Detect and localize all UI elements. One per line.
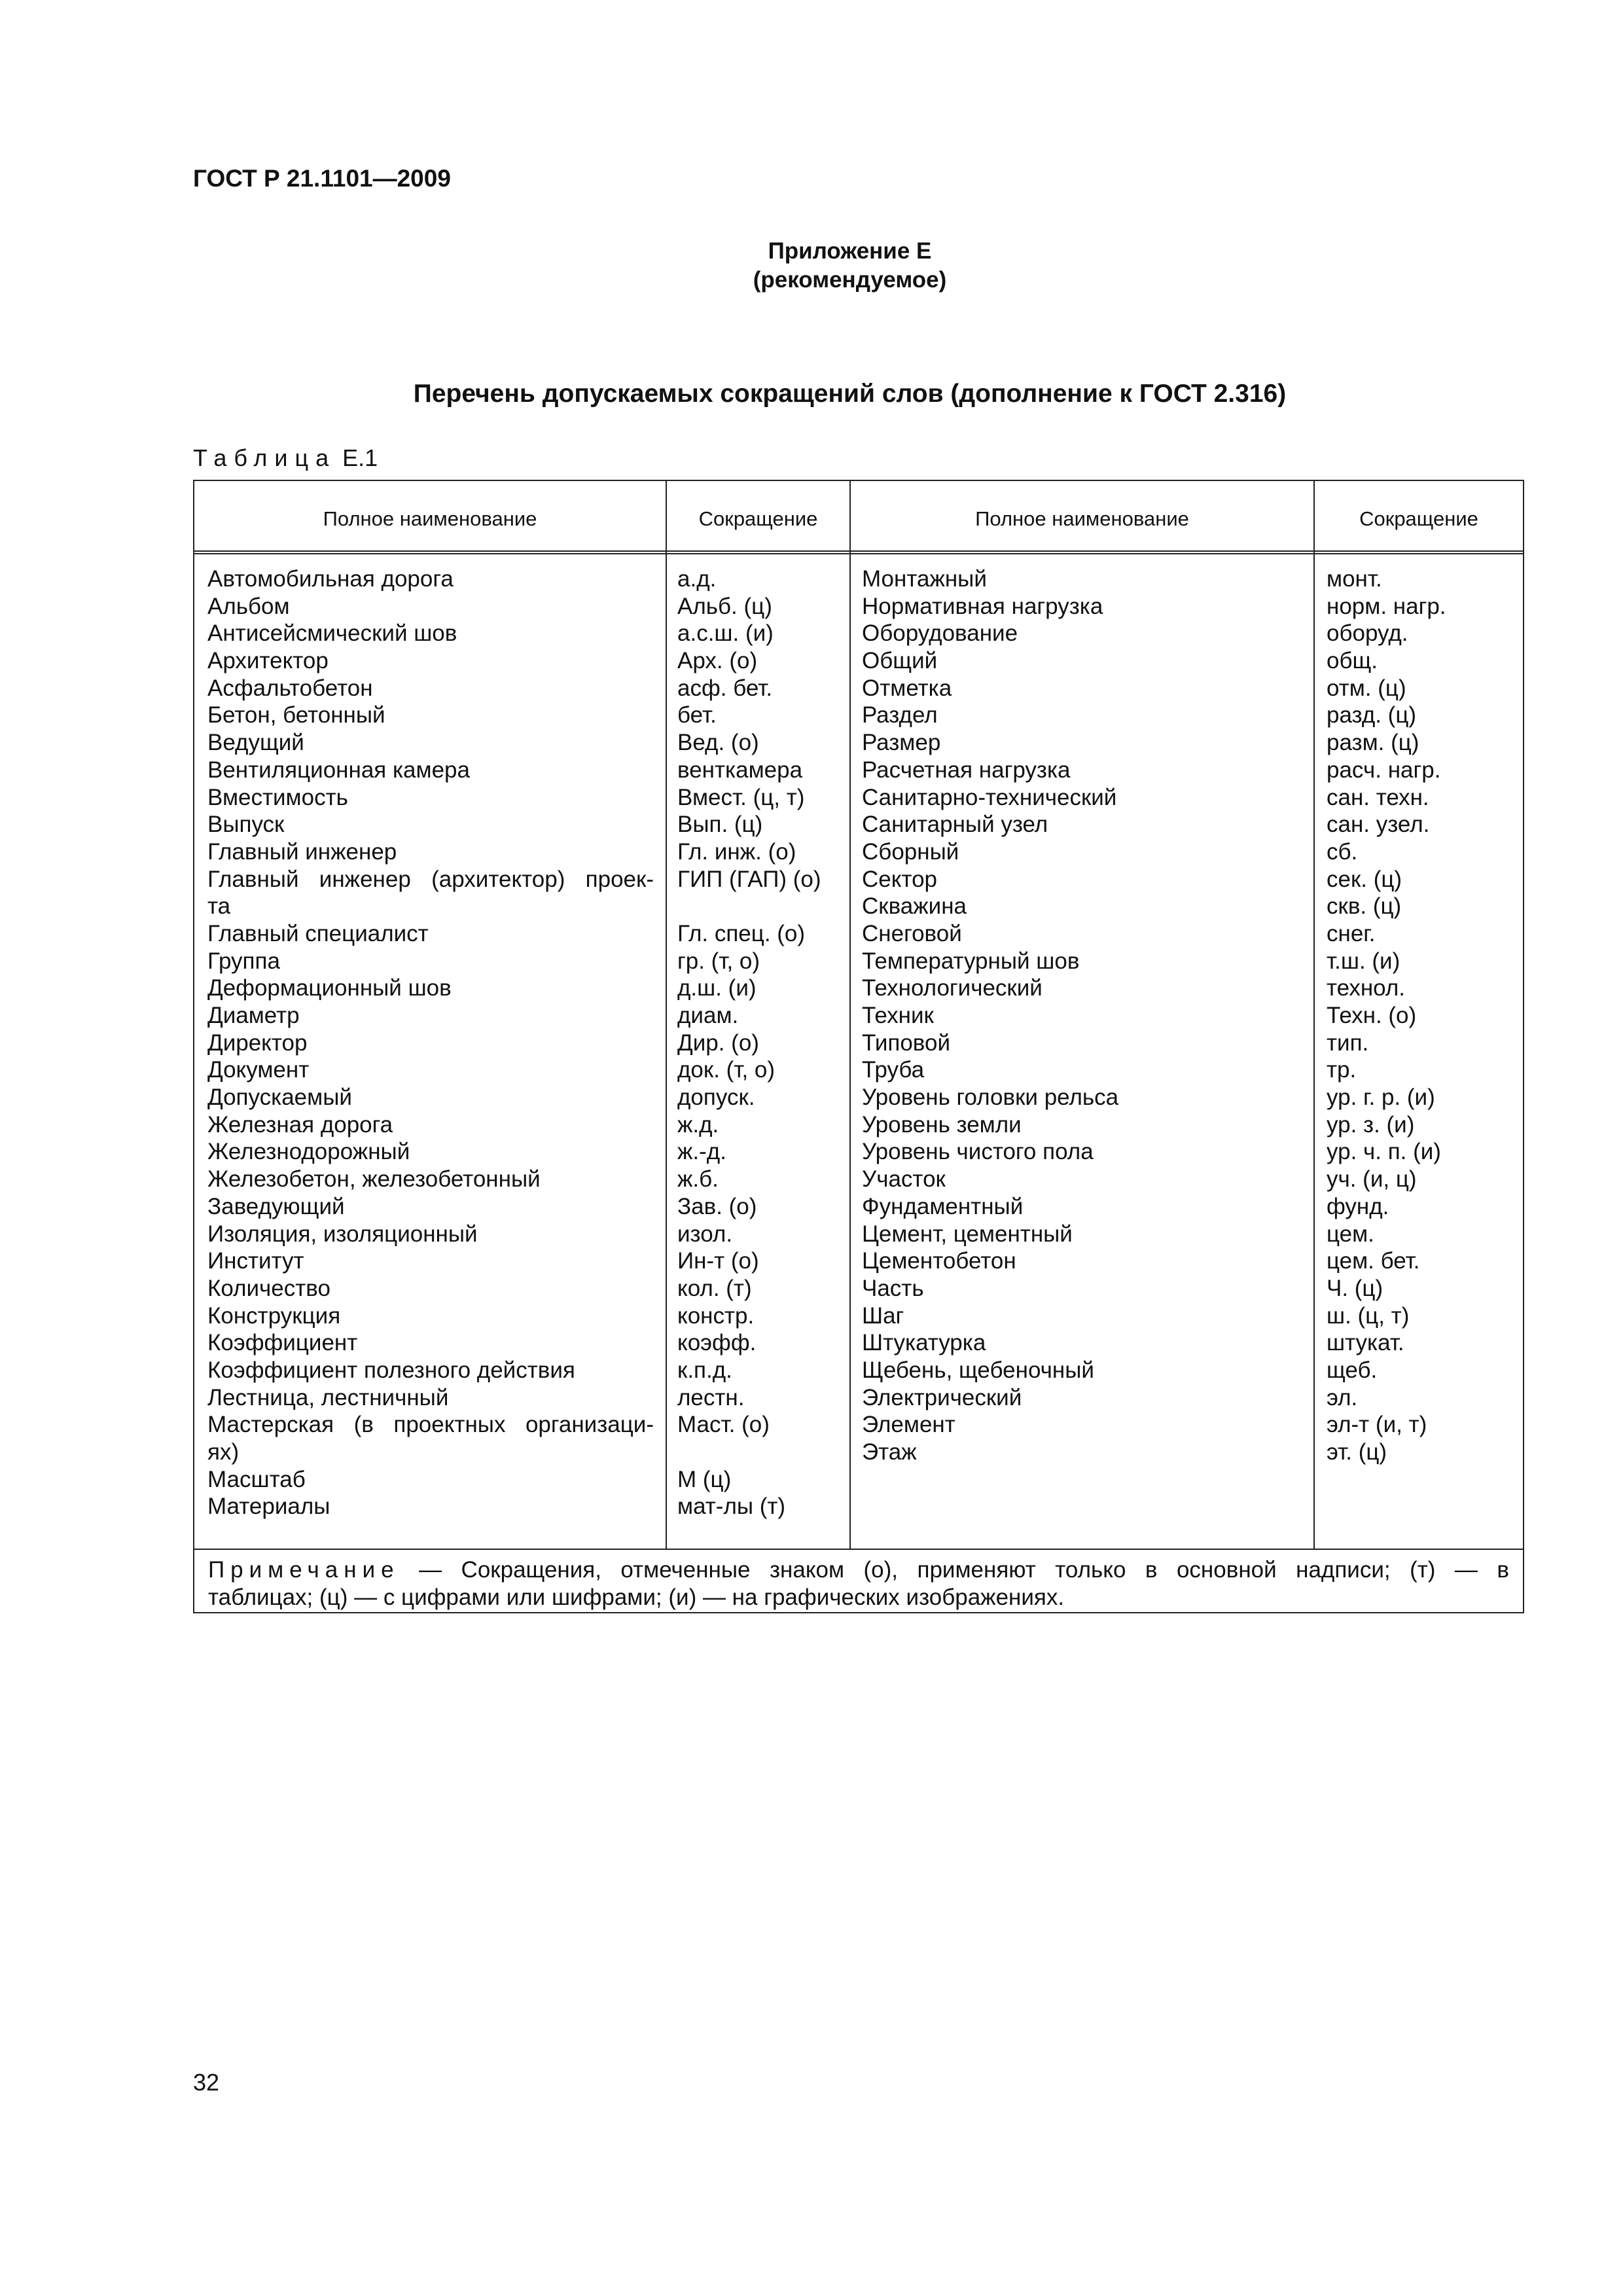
table-cell-full-name: Институт	[207, 1248, 304, 1274]
table-cell-abbreviation: ж.д.	[677, 1111, 719, 1138]
table-cell-full-name: та	[207, 893, 231, 920]
table-cell-full-name: Диаметр	[207, 1003, 300, 1028]
table-cell-abbreviation: М (ц)	[677, 1466, 732, 1492]
table-cell-full-name: Железобетон, железобетонный	[207, 1166, 541, 1193]
table-cell-full-name: Температурный шов	[862, 948, 1080, 974]
right-abbreviations-column	[1327, 565, 1520, 1466]
table-cell-abbreviation: оборуд.	[1327, 620, 1408, 647]
table-cell-abbreviation: Зав. (о)	[677, 1193, 757, 1219]
table-cell-abbreviation: ур. г. р. (и)	[1327, 1085, 1435, 1111]
header-abbr-right: Сокращение	[1359, 507, 1478, 530]
table-cell-abbreviation: эл-т (и, т)	[1327, 1412, 1427, 1438]
table-cell-abbreviation: эт. (ц)	[1327, 1439, 1387, 1465]
table-caption-word: Таблица	[193, 444, 336, 471]
table-cell-abbreviation: диам.	[677, 1003, 739, 1028]
table-cell-abbreviation: уч. (и, ц)	[1327, 1166, 1417, 1193]
table-cell-abbreviation: док. (т, о)	[677, 1057, 776, 1083]
table-cell-full-name: Автомобильная дорога	[207, 566, 454, 592]
table-cell-abbreviation: Ин-т (о)	[677, 1248, 759, 1274]
table-cell-full-name: Элемент	[862, 1412, 955, 1438]
table-cell-abbreviation: изол.	[677, 1221, 733, 1247]
table-cell-abbreviation: кол. (т)	[677, 1275, 752, 1301]
table-cell-full-name: Асфальтобетон	[207, 675, 373, 701]
table-cell-full-name: Часть	[862, 1275, 924, 1301]
table-cell-full-name: Нормативная нагрузка	[862, 593, 1103, 619]
table-cell-full-name: Заведующий	[207, 1193, 345, 1219]
note-label: Примечание	[208, 1557, 400, 1583]
table-cell-abbreviation: Гл. спец. (о)	[677, 920, 806, 946]
table-cell-full-name: Мастерская (в проектных организаци-	[207, 1412, 654, 1438]
table-cell-full-name: Этаж	[862, 1439, 917, 1465]
table-cell-abbreviation: Вмест. (ц, т)	[677, 784, 805, 810]
table-cell-abbreviation: венткамера	[677, 757, 803, 783]
table-cell-full-name: Конструкция	[207, 1302, 341, 1329]
table-cell-abbreviation: коэфф.	[677, 1330, 757, 1356]
table-cell-abbreviation: а.д.	[677, 566, 717, 592]
table-cell-abbreviation: ГИП (ГАП) (о)	[677, 866, 821, 892]
table-cell-abbreviation: к.п.д.	[677, 1357, 732, 1383]
table-cell-abbreviation: ур. з. (и)	[1327, 1111, 1415, 1138]
table-cell-full-name: Размер	[862, 730, 941, 756]
table-cell-abbreviation: д.ш. (и)	[677, 975, 757, 1001]
table-cell-full-name: Электрический	[862, 1384, 1022, 1410]
table-cell-abbreviation: разд. (ц)	[1327, 702, 1417, 728]
table-cell-full-name: Технологический	[862, 975, 1043, 1001]
table-cell-abbreviation: Вед. (о)	[677, 730, 759, 756]
table-cell-abbreviation: штукат.	[1327, 1330, 1404, 1356]
note-line-1: — Сокращения, отмеченные знаком (о), применяют только в основной надписи; (т) — в	[419, 1557, 1509, 1583]
table-cell-abbreviation: а.с.ш. (и)	[677, 620, 774, 647]
table-cell-full-name: Монтажный	[862, 566, 987, 592]
right-names-column	[862, 565, 1307, 1466]
table-cell-full-name: Масштаб	[207, 1466, 306, 1492]
table-cell-full-name: Труба	[862, 1057, 925, 1083]
table-cell-full-name: Железнодорожный	[207, 1139, 410, 1165]
table-cell-abbreviation: Гл. инж. (о)	[677, 838, 796, 865]
table-cell-abbreviation: монт.	[1327, 566, 1382, 592]
table-cell-abbreviation: разм. (ц)	[1327, 730, 1419, 756]
table-cell-abbreviation: Ч. (ц)	[1327, 1275, 1383, 1301]
column-divider	[666, 480, 667, 1550]
table-cell-abbreviation: отм. (ц)	[1327, 675, 1406, 701]
table-cell-full-name: Скважина	[862, 893, 967, 920]
table-cell-full-name: Количество	[207, 1275, 330, 1301]
table-cell-abbreviation: констр.	[677, 1302, 755, 1329]
table-cell-abbreviation: щеб.	[1327, 1357, 1378, 1383]
table-cell-full-name: Главный инженер (архитектор) проек-	[207, 866, 654, 892]
table-cell-abbreviation: Альб. (ц)	[677, 593, 772, 619]
table-cell-abbreviation: ур. ч. п. (и)	[1327, 1139, 1441, 1165]
table-cell-abbreviation: ж.-д.	[677, 1139, 726, 1165]
table-cell-full-name: Уровень чистого пола	[862, 1139, 1094, 1165]
table-cell-full-name: Вентиляционная камера	[207, 757, 470, 783]
table-caption-number: Е.1	[342, 444, 378, 471]
table-cell-full-name: Вместимость	[207, 784, 348, 810]
table-cell-full-name: Общий	[862, 648, 938, 674]
table-cell-full-name: Коэффициент	[207, 1330, 358, 1356]
table-cell-full-name: Санитарный узел	[862, 812, 1048, 838]
table-cell-full-name: Материалы	[207, 1494, 330, 1520]
table-cell-full-name: Бетон, бетонный	[207, 702, 385, 728]
table-cell-full-name: Санитарно-технический	[862, 784, 1117, 810]
table-cell-full-name: Расчетная нагрузка	[862, 757, 1071, 783]
table-cell-full-name: Уровень головки рельса	[862, 1085, 1119, 1111]
table-cell-full-name: Снеговой	[862, 920, 962, 946]
document-code: ГОСТ Р 21.1101—2009	[193, 165, 451, 192]
table-cell-full-name: Директор	[207, 1030, 308, 1056]
table-cell-abbreviation: ш. (ц, т)	[1327, 1302, 1410, 1329]
table-cell-abbreviation: Маст. (о)	[677, 1412, 770, 1438]
table-cell-abbreviation: ж.б.	[677, 1166, 719, 1193]
table-cell-full-name: Альбом	[207, 593, 290, 619]
note-line-2: таблицах; (ц) — с цифрами или шифрами; (и) — на графических изображениях.	[208, 1585, 1065, 1610]
table-cell-abbreviation: сан. узел.	[1327, 812, 1430, 838]
left-abbreviations-column	[677, 565, 844, 1520]
table-cell-abbreviation: общ.	[1327, 648, 1378, 674]
left-names-column	[207, 565, 654, 1520]
table-cell-full-name: ях)	[207, 1439, 240, 1465]
table-cell-abbreviation: расч. нагр.	[1327, 757, 1441, 783]
table-cell-full-name: Раздел	[862, 702, 938, 728]
table-cell-abbreviation: снег.	[1327, 920, 1376, 946]
table-cell-full-name: Цемент, цементный	[862, 1221, 1073, 1247]
table-cell-abbreviation: лестн.	[677, 1384, 745, 1410]
table-cell-abbreviation: Дир. (о)	[677, 1030, 759, 1056]
table-cell-abbreviation: бет.	[677, 702, 717, 728]
column-divider	[849, 480, 851, 1550]
table-cell-full-name: Лестница, лестничный	[207, 1384, 449, 1410]
table-cell-abbreviation: тр.	[1327, 1057, 1357, 1083]
table-cell-abbreviation: Техн. (о)	[1327, 1003, 1417, 1028]
table-cell-full-name: Отметка	[862, 675, 952, 701]
header-abbr-left: Сокращение	[698, 507, 818, 530]
table-cell-full-name: Антисейсмический шов	[207, 620, 457, 647]
table-cell-abbreviation: сек. (ц)	[1327, 866, 1402, 892]
annex-type: (рекомендуемое)	[753, 267, 947, 293]
table-cell-full-name: Сборный	[862, 838, 959, 865]
annex-title: Приложение Е	[768, 238, 932, 264]
table-cell-abbreviation: сб.	[1327, 838, 1358, 865]
table-cell-abbreviation: норм. нагр.	[1327, 593, 1446, 619]
table-cell-full-name: Архитектор	[207, 648, 329, 674]
table-cell-full-name: Выпуск	[207, 812, 285, 838]
table-cell-abbreviation: мат-лы (т)	[677, 1494, 786, 1520]
table-cell-abbreviation: Арх. (о)	[677, 648, 758, 674]
table-cell-full-name: Железная дорога	[207, 1111, 393, 1138]
table-cell-abbreviation	[677, 1439, 844, 1466]
table-cell-abbreviation: цем. бет.	[1327, 1248, 1420, 1274]
table-cell-full-name: Оборудование	[862, 620, 1018, 647]
table-cell-abbreviation: цем.	[1327, 1221, 1374, 1247]
table-cell-full-name: Главный специалист	[207, 920, 429, 946]
table-cell-abbreviation: гр. (т, о)	[677, 948, 760, 974]
table-cell-full-name: Штукатурка	[862, 1330, 986, 1356]
table-cell-full-name: Фундаментный	[862, 1193, 1024, 1219]
table-cell-full-name: Документ	[207, 1057, 310, 1083]
table-cell-abbreviation: тип.	[1327, 1030, 1369, 1056]
table-cell-full-name: Ведущий	[207, 730, 304, 756]
table-cell-full-name: Участок	[862, 1166, 946, 1193]
table-cell-full-name: Уровень земли	[862, 1111, 1022, 1138]
table-cell-full-name: Главный инженер	[207, 838, 397, 865]
column-divider	[1313, 480, 1315, 1550]
header-divider	[193, 550, 1524, 554]
table-cell-full-name: Типовой	[862, 1030, 951, 1056]
table-cell-abbreviation: эл.	[1327, 1384, 1358, 1410]
table-cell-abbreviation: фунд.	[1327, 1193, 1389, 1219]
table-cell-full-name: Цементобетон	[862, 1248, 1016, 1274]
table-cell-full-name: Деформационный шов	[207, 975, 452, 1001]
table-cell-full-name: Изоляция, изоляционный	[207, 1221, 478, 1247]
table-note	[208, 1556, 1509, 1611]
table-cell-full-name: Допускаемый	[207, 1085, 352, 1111]
table-cell-abbreviation: технол.	[1327, 975, 1406, 1001]
table-cell-full-name: Коэффициент полезного действия	[207, 1357, 575, 1383]
table-cell-full-name: Щебень, щебеночный	[862, 1357, 1094, 1383]
page-number: 32	[193, 2069, 220, 2096]
table-cell-full-name: Сектор	[862, 866, 938, 892]
header-full-name-left: Полное наименование	[323, 507, 537, 530]
table-cell-abbreviation: Вып. (ц)	[677, 812, 763, 838]
table-cell-abbreviation: сан. техн.	[1327, 784, 1429, 810]
table-cell-abbreviation: допуск.	[677, 1085, 755, 1111]
list-title: Перечень допускаемых сокращений слов (дополнение к ГОСТ 2.316)	[413, 380, 1287, 408]
table-cell-full-name: Техник	[862, 1003, 934, 1028]
table-cell-full-name: Группа	[207, 948, 280, 974]
table-cell-abbreviation: скв. (ц)	[1327, 893, 1402, 920]
table-caption	[193, 444, 378, 473]
table-cell-full-name: Шаг	[862, 1302, 904, 1329]
table-cell-abbreviation: асф. бет.	[677, 675, 773, 701]
note-divider	[193, 1549, 1524, 1550]
table-cell-abbreviation	[677, 893, 844, 920]
header-full-name-right: Полное наименование	[975, 507, 1189, 530]
table-cell-abbreviation: т.ш. (и)	[1327, 948, 1400, 974]
